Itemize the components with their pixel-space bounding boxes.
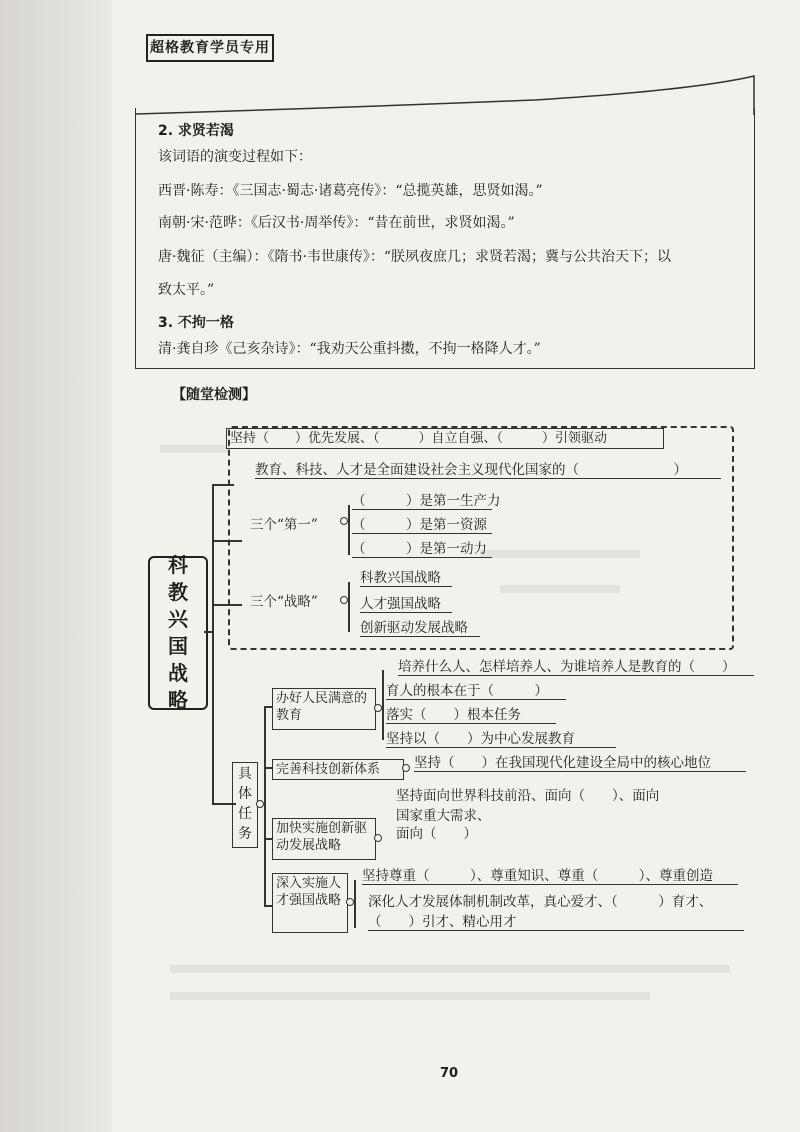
three-strategies-label: 三个“战略”	[250, 594, 318, 610]
talent-strategy-box: 深入实施人才强国战略	[272, 873, 348, 933]
connector	[348, 582, 350, 632]
core-node	[148, 553, 208, 712]
branch-node-icon	[374, 704, 382, 712]
branch-node-icon	[346, 898, 354, 906]
core-char: 教	[168, 580, 188, 604]
innovation-item: 国家重大需求、	[396, 808, 491, 824]
talent-item: 深化人才发展体制机制改革，真心爱才、（ ）育才、	[368, 894, 713, 910]
connector	[264, 706, 266, 906]
first-item: （ ）是第一资源	[352, 513, 492, 534]
connector	[264, 905, 272, 907]
top-statement-box: 坚持（ ）优先发展、（ ）自立自强、（ ）引领驱动	[226, 428, 664, 449]
quote-line-3: 唐·魏征（主编）：《隋书·韦世康传》：“朕夙夜庶几；求贤若渴；冀与公共治天下；以	[158, 249, 672, 265]
core-char: 战	[168, 661, 188, 685]
education-item: 坚持以（ ）为中心发展教育	[386, 727, 616, 748]
core-char: 兴	[168, 607, 188, 631]
connector	[264, 838, 272, 840]
connector	[264, 706, 272, 708]
strategy-item: 创新驱动发展战略	[360, 616, 480, 637]
branch-node-icon	[402, 764, 410, 772]
blank-statement-1: 教育、科技、人才是全面建设社会主义现代化国家的（ ）	[255, 458, 721, 479]
tech-item: 坚持（ ）在我国现代化建设全局中的核心地位	[414, 751, 746, 772]
education-item: 育人的根本在于（ ）	[386, 679, 566, 700]
strategy-item: 科教兴国战略	[360, 566, 452, 587]
branch-node-icon	[374, 834, 382, 842]
connector	[264, 767, 272, 769]
connector	[348, 505, 350, 555]
branch-node-icon	[340, 517, 348, 525]
tech-innovation-box: 完善科技创新体系	[272, 759, 404, 780]
bleed-through-mark	[170, 965, 730, 973]
core-char: 科	[168, 553, 188, 577]
innovation-strategy-box: 加快实施创新驱动发展战略	[272, 818, 376, 860]
connector	[212, 484, 214, 804]
quote-intro: 该词语的演变过程如下：	[158, 149, 312, 165]
branch-node-icon	[340, 596, 348, 604]
quote-title-3: 3. 不拘一格	[158, 315, 234, 331]
innovation-item: 面向（ ）	[396, 826, 477, 842]
education-item: 落实（ ）根本任务	[386, 703, 556, 724]
connector	[382, 670, 384, 740]
page-gutter-shadow	[0, 0, 112, 1132]
page-number: 70	[440, 1066, 459, 1081]
connector	[212, 540, 242, 542]
bleed-through-mark	[170, 992, 650, 1000]
tasks-label-box: 具体任务	[232, 762, 258, 848]
connector	[212, 604, 242, 606]
innovation-item: 坚持面向世界科技前沿、面向（ ）、面向	[396, 788, 660, 804]
quote-line-2: 南朝·宋·范晔：《后汉书·周举传》：“昔在前世，求贤如渴。”	[158, 215, 515, 231]
section-title: 【随堂检测】	[172, 387, 256, 403]
talent-item: （ ）引才、精心用才	[368, 910, 744, 931]
three-firsts-label: 三个“第一”	[250, 517, 318, 533]
education-item: 培养什么人、怎样培养人、为谁培养人是教育的（ ）	[398, 655, 754, 676]
quote-title-2: 2. 求贤若渴	[158, 123, 234, 139]
branch-node-icon	[256, 800, 264, 808]
connector	[354, 880, 356, 928]
header-tag: 超格教育学员专用	[146, 34, 274, 62]
connector	[212, 484, 234, 486]
connector	[204, 631, 212, 633]
first-item: （ ）是第一动力	[352, 537, 492, 558]
quote-line-1: 西晋·陈寿：《三国志·蜀志·诸葛亮传》：“总揽英雄，思贤如渴。”	[158, 183, 543, 199]
bleed-through-mark	[160, 445, 230, 453]
quote-line-4: 致太平。”	[158, 282, 215, 298]
core-char: 略	[168, 688, 188, 712]
education-box: 办好人民满意的教育	[272, 688, 376, 730]
first-item: （ ）是第一生产力	[352, 489, 492, 510]
core-char: 国	[168, 634, 188, 658]
quote-line-5: 清·龚自珍《己亥杂诗》：“我劝天公重抖擞，不拘一格降人才。”	[158, 341, 541, 357]
strategy-item: 人才强国战略	[360, 592, 452, 613]
talent-item: 坚持尊重（ ）、尊重知识、尊重（ ）、尊重创造	[362, 864, 738, 885]
